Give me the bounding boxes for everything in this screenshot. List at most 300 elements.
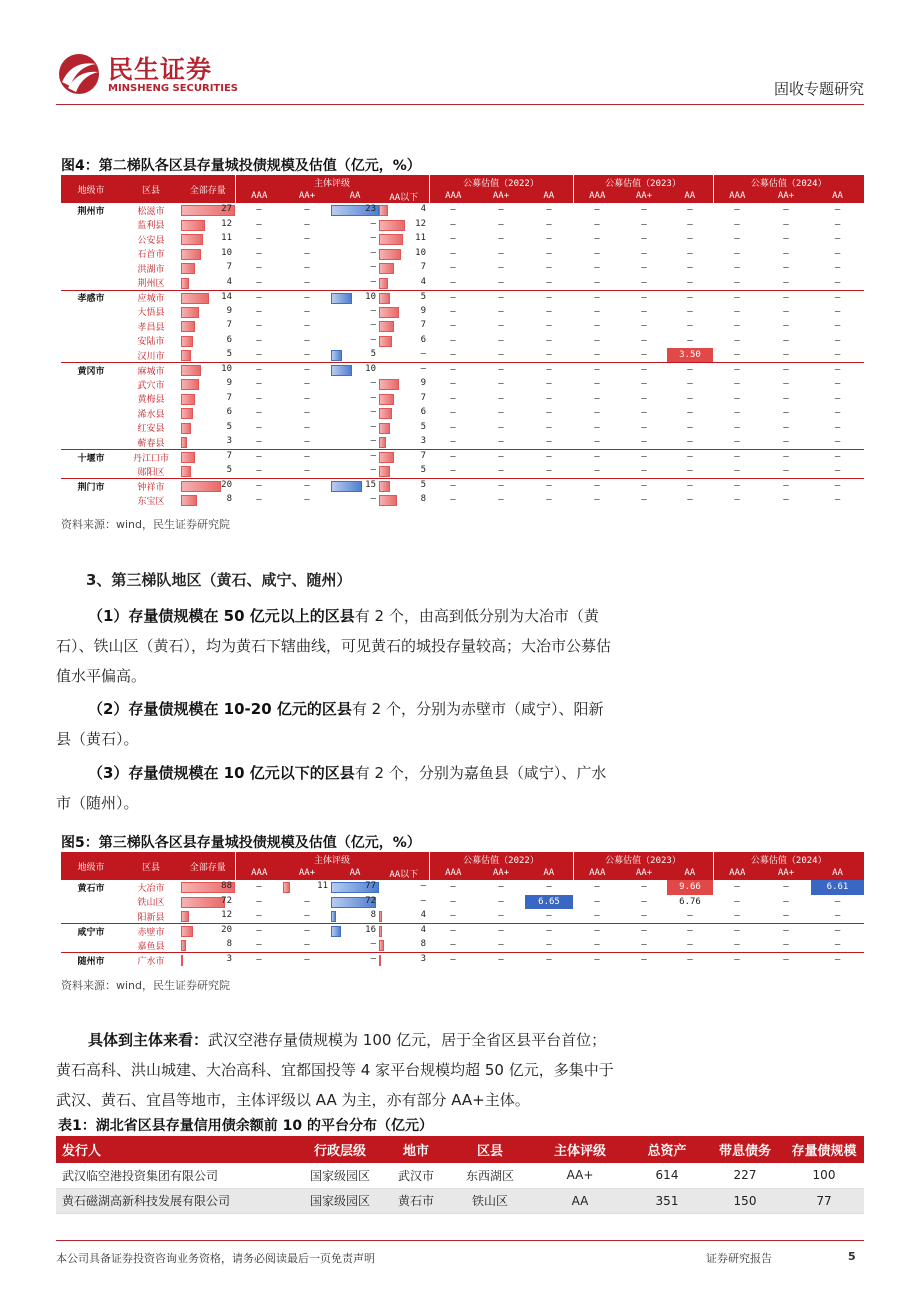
subhdr-1: AA+ [283,866,331,880]
valuation-cell: – [594,335,600,346]
bar-cell [181,909,235,924]
bar-value: 12 [221,218,232,229]
valuation-cell: – [687,911,693,921]
bar-cell [181,479,235,494]
t1-cell: 614 [628,1163,706,1188]
valuation-cell: – [498,422,504,433]
bar-value: 16 [365,925,376,935]
table-row [61,450,864,465]
t1-cell: 227 [706,1163,784,1188]
region-cell [61,909,121,924]
valuation-cell: – [761,479,811,494]
bar-fill [181,365,201,376]
hdr-region: 地级市 [61,175,121,203]
section-label: 固收专题研究 [773,80,864,98]
bar-cell [331,334,379,349]
bar-value: 3 [420,954,427,964]
region-cell: 孝感市 [61,290,121,305]
valuation-cell: – [450,495,456,506]
p2-rest: 有 2 个，分别为赤壁市（咸宁）、阳新县（黄石）。 [56,700,604,748]
hdr-rating: 主体评级 [235,175,429,189]
bar-cell [379,377,429,392]
valuation-cell: – [834,205,841,216]
valuation-cell: – [687,393,693,404]
valuation-cell: – [450,422,456,433]
subhdr-12: AA [811,189,864,203]
valuation-cell: – [811,450,864,465]
valuation-cell: – [621,953,667,968]
subhdr-0: AAA [235,866,283,880]
bar-value: – [420,349,427,359]
bar-value: 15 [365,480,376,490]
valuation-cell: – [783,393,789,404]
bar-value: 10 [365,291,376,302]
valuation-cell: – [641,422,647,433]
bar-value: 3 [226,954,232,964]
valuation-cell: – [546,422,552,433]
bar [181,248,235,260]
valuation-cell: – [811,924,864,939]
bar-value: – [370,305,376,316]
page-number: 5 [848,1250,856,1263]
valuation-cell: – [573,924,621,939]
bar-value: 8 [420,494,427,505]
valuation-cell: – [546,306,552,317]
table-row [61,895,864,910]
aaa-cell: – [235,363,283,378]
hdr-total: 全部存量 [181,175,235,203]
logo-text-en: MINSHENG SECURITIES [108,83,238,94]
bar-cell [181,406,235,421]
bar-cell [181,421,235,436]
valuation-cell: – [573,363,621,378]
t1-header-7: 存量债规模 [784,1136,864,1163]
bar-value: 11 [221,233,232,244]
bar-value: – [370,939,376,949]
subhdr-6: AA [525,866,573,880]
bar-cell [379,464,429,479]
aaa-cell: – [256,205,262,216]
bar-value: 4 [420,910,427,920]
bar-fill [379,220,405,231]
valuation-cell: – [834,379,841,390]
region-cell: 咸宁市 [61,924,121,939]
t1-cell: 150 [706,1188,784,1213]
valuation-cell: – [546,408,552,419]
valuation-cell: – [641,408,647,419]
county-cell: 武穴市 [137,380,165,391]
valuation-cell: – [761,290,811,305]
bar-cell [379,924,429,939]
subhdr-3: AA以下 [379,866,429,880]
valuation-cell: – [783,219,789,230]
valuation-cell: – [429,363,477,378]
valuation-cell: – [734,263,740,274]
bar-cell [379,363,429,378]
t1-header-3: 区县 [448,1136,532,1163]
bar-cell [331,479,379,494]
valuation-cell: – [734,896,740,907]
valuation-cell: – [734,422,740,433]
bar-cell [331,348,379,363]
bar-cell [331,232,379,247]
valuation-cell: – [621,924,667,939]
aaa-cell: – [256,437,262,447]
region-cell [61,334,121,349]
valuation-cell: – [641,350,647,360]
aaa-cell: – [256,422,262,433]
valuation-cell: – [687,234,693,245]
bar-value: 6 [420,407,427,418]
bar [181,378,235,390]
t1-header-4: 主体评级 [532,1136,628,1163]
table-row [61,203,864,218]
valuation-cell: – [546,234,552,245]
bar-fill [181,350,191,361]
valuation-cell: – [641,205,647,216]
valuation-cell: – [498,896,504,907]
section3-heading: 3、第三梯队地区（黄石、咸宁、随州） [86,571,352,589]
aaa-cell: – [235,953,283,968]
bar-value: – [370,276,376,287]
bar-value: – [370,494,376,505]
bar-cell [331,392,379,407]
table-row [61,276,864,291]
t1-cell: 国家级园区 [296,1188,384,1213]
table-row [61,464,864,479]
bar [331,465,379,477]
aaa-cell: – [256,277,262,288]
brand-logo [56,50,238,100]
t1-header-2: 地市 [384,1136,448,1163]
bar-cell [331,377,379,392]
valuation-cell: – [834,234,841,245]
aap-cell: – [304,335,310,346]
valuation-cell: – [498,306,504,317]
county-cell: 应城市 [121,290,181,305]
bar-cell [331,953,379,968]
bar-cell [379,880,429,895]
aaa-cell: – [256,495,262,506]
bar-cell [331,450,379,465]
valuation-cell: – [621,290,667,305]
bar [331,233,379,245]
bar-cell [181,261,235,276]
county-cell: 红安县 [137,424,165,435]
valuation-cell: – [734,940,740,950]
fig5-table [61,852,864,967]
bar-value: 5 [420,465,427,475]
bar [379,262,429,274]
valuation-cell: – [546,437,552,447]
bar-value: 5 [420,291,427,302]
t1-header-5: 总资产 [628,1136,706,1163]
bar-cell [379,203,429,218]
bar [379,219,429,231]
bar [379,910,429,922]
t1-cell: 351 [628,1188,706,1213]
bar [181,233,235,245]
bar-cell [379,895,429,910]
bar-cell [379,421,429,436]
region-cell [61,218,121,233]
bar-cell [181,880,235,895]
valuation-cell: – [641,219,647,230]
valuation-cell: – [477,953,525,968]
table-row [61,392,864,407]
valuation-cell: – [834,466,841,476]
bar-cell [181,334,235,349]
county-cell: 安陆市 [137,337,165,348]
valuation-cell: – [498,437,504,447]
subhdr-9: AA [667,866,713,880]
bar-fill [181,220,205,231]
bar-value: – [370,954,376,964]
bar-fill [379,911,382,922]
bar-value: 7 [420,320,427,331]
region-cell [61,464,121,479]
bar-fill [379,249,401,260]
hdr-rating: 主体评级 [235,852,429,866]
region-cell [61,435,121,450]
valuation-cell: – [498,408,504,419]
bar-cell [181,953,235,968]
valuation-cell: – [834,408,841,419]
bar-value: 88 [221,881,232,892]
bar-value: – [370,262,376,273]
table-row [61,334,864,349]
bar [331,204,379,216]
aap-cell: – [304,911,310,921]
bar-value: 4 [420,204,427,215]
bar-cell [181,493,235,508]
bar [181,262,235,274]
valuation-cell: – [498,263,504,274]
valuation-cell: – [667,953,713,968]
county-cell: 洪湖市 [137,264,165,275]
table-row [61,218,864,233]
table-row [61,348,864,363]
table-row [61,880,864,895]
bar-cell [331,924,379,939]
bar-fill [181,379,199,390]
bar-value: – [370,218,376,229]
valuation-cell: – [667,290,713,305]
bar-cell [181,348,235,363]
county-cell: 钟祥市 [121,479,181,494]
bar [331,451,379,463]
bar-value: 8 [420,939,427,949]
table-row [61,953,864,968]
bar-value: 5 [226,421,232,432]
bar-fill [181,234,203,245]
bar-value: 4 [226,276,232,287]
valuation-cell: – [546,277,552,288]
valuation-cell: – [713,953,761,968]
table-row [61,377,864,392]
valuation-cell: – [641,911,647,921]
bar-fill [331,481,362,492]
valuation-cell: – [450,882,456,893]
bar [283,881,331,893]
valuation-cell: – [594,940,600,950]
bar-value: 9 [420,378,427,389]
aaa-cell: – [235,479,283,494]
aap-cell: – [304,219,310,230]
aap-cell: – [304,495,310,506]
fig5-body [61,880,864,967]
bar-cell [331,203,379,218]
valuation-cell: – [687,248,693,259]
bar-fill [379,321,394,332]
bar-value: 9 [420,305,427,316]
bar [379,925,429,937]
valuation-cell: – [546,911,552,921]
valuation-cell: – [477,924,525,939]
hdr-county: 区县 [121,175,181,203]
valuation-cell: – [783,205,789,216]
section3-p2 [56,694,616,754]
valuation-cell: – [594,379,600,390]
bar [181,480,235,492]
valuation-cell: – [834,263,841,274]
bar [379,292,429,304]
bar-value: – [370,233,376,244]
section3-p3 [56,758,616,818]
valuation-cell: – [546,263,552,274]
bar-fill [181,336,193,347]
valuation-cell: – [498,911,504,921]
bar [181,896,235,908]
valuation-cell: – [594,277,600,288]
region-cell: 黄冈市 [61,363,121,378]
valuation-cell: – [783,408,789,419]
bar-value: 14 [221,291,232,302]
bar-value: 6 [420,334,427,345]
bar-value: 3 [420,436,427,446]
valuation-cell: – [834,306,841,317]
subhdr-11: AA+ [761,189,811,203]
p2-bold: （2）存量债规模在 10-20 亿元的区县 [88,700,352,718]
subhdr-8: AA+ [621,866,667,880]
section3-p1 [56,601,616,691]
bar-cell [379,909,429,924]
subhdr-6: AA [525,189,573,203]
aap-cell: – [283,924,331,939]
aap-cell: – [304,263,310,274]
bar [379,378,429,390]
valuation-cell: – [687,263,693,274]
valuation-cell: – [525,363,573,378]
bar [331,910,379,922]
valuation-cell: – [783,234,789,245]
bar-value: – [370,421,376,432]
valuation-cell: – [687,495,693,506]
valuation-cell: – [498,940,504,950]
aaa-cell: – [235,924,283,939]
valuation-cell: – [498,466,504,476]
valuation-cell: – [498,248,504,259]
valuation-cell: – [783,896,789,907]
valuation-cell: – [594,219,600,230]
bar [181,364,235,376]
bar-cell [181,218,235,233]
p1-rest: 有 2 个，由高到低分别为大冶市（黄石）、铁山区（黄石），均为黄石下辖曲线，可见黄石的城投存量较高；大冶市公募估值水平偏高。 [56,607,612,685]
bar-cell [181,895,235,910]
valuation-cell: 9.66 [667,880,713,895]
valuation-cell: – [594,263,600,274]
valuation-cell: – [734,408,740,419]
bar-cell [379,218,429,233]
bar [181,451,235,463]
bar [331,881,379,893]
bar [379,248,429,260]
county-cell: 丹江口市 [121,450,181,465]
bar-fill [379,293,390,304]
bar-value: 9 [226,305,232,316]
hdr-v2023: 公募估值（2023） [573,175,713,189]
fig4-source: 资料来源：wind，民生证券研究院 [61,518,231,531]
county-cell: 东宝区 [137,496,165,507]
summary-paragraph [56,1025,616,1115]
valuation-cell: – [594,350,600,360]
bar-cell [379,953,429,968]
hdr-v2023: 公募估值（2023） [573,852,713,866]
fig4-table [61,175,864,508]
valuation-cell: – [761,450,811,465]
bar-fill [181,437,187,448]
valuation-cell: – [687,277,693,288]
bar-fill [331,911,336,922]
bar-cell [379,305,429,320]
aaa-cell: – [256,234,262,245]
bar [379,881,429,893]
bar-cell [181,938,235,953]
table-row [61,290,864,305]
valuation-cell: – [783,277,789,288]
bar-cell [181,450,235,465]
aaa-cell: – [256,219,262,230]
subhdr-4: AAA [429,189,477,203]
subhdr-1: AA+ [283,189,331,203]
bar-fill [181,321,195,332]
t1-header-0: 发行人 [56,1136,296,1163]
aap-cell: – [283,363,331,378]
valuation-cell: – [734,248,740,259]
valuation-cell: – [429,479,477,494]
valuation-cell: – [687,205,693,216]
aaa-cell: – [256,248,262,259]
footer-disclaimer: 本公司具备证券投资咨询业务资格，请务必阅读最后一页免责声明 [56,1252,375,1265]
aap-cell: – [304,350,310,360]
bar-fill [181,423,191,434]
t1-cell: 东西湖区 [448,1163,532,1188]
bar-cell [283,880,331,895]
hdr-v2022: 公募估值（2022） [429,175,573,189]
t1-cell: 武汉市 [384,1163,448,1188]
bar-value: 10 [221,364,232,374]
aaa-cell: – [256,393,262,404]
valuation-cell: – [594,248,600,259]
subhdr-12: AA [811,866,864,880]
county-cell: 荆州区 [137,279,165,289]
bar-fill [379,263,394,274]
bar-cell [379,392,429,407]
valuation-cell: – [734,437,740,447]
t1-cell: 铁山区 [448,1188,532,1213]
bar [379,436,429,448]
valuation-cell: – [761,924,811,939]
